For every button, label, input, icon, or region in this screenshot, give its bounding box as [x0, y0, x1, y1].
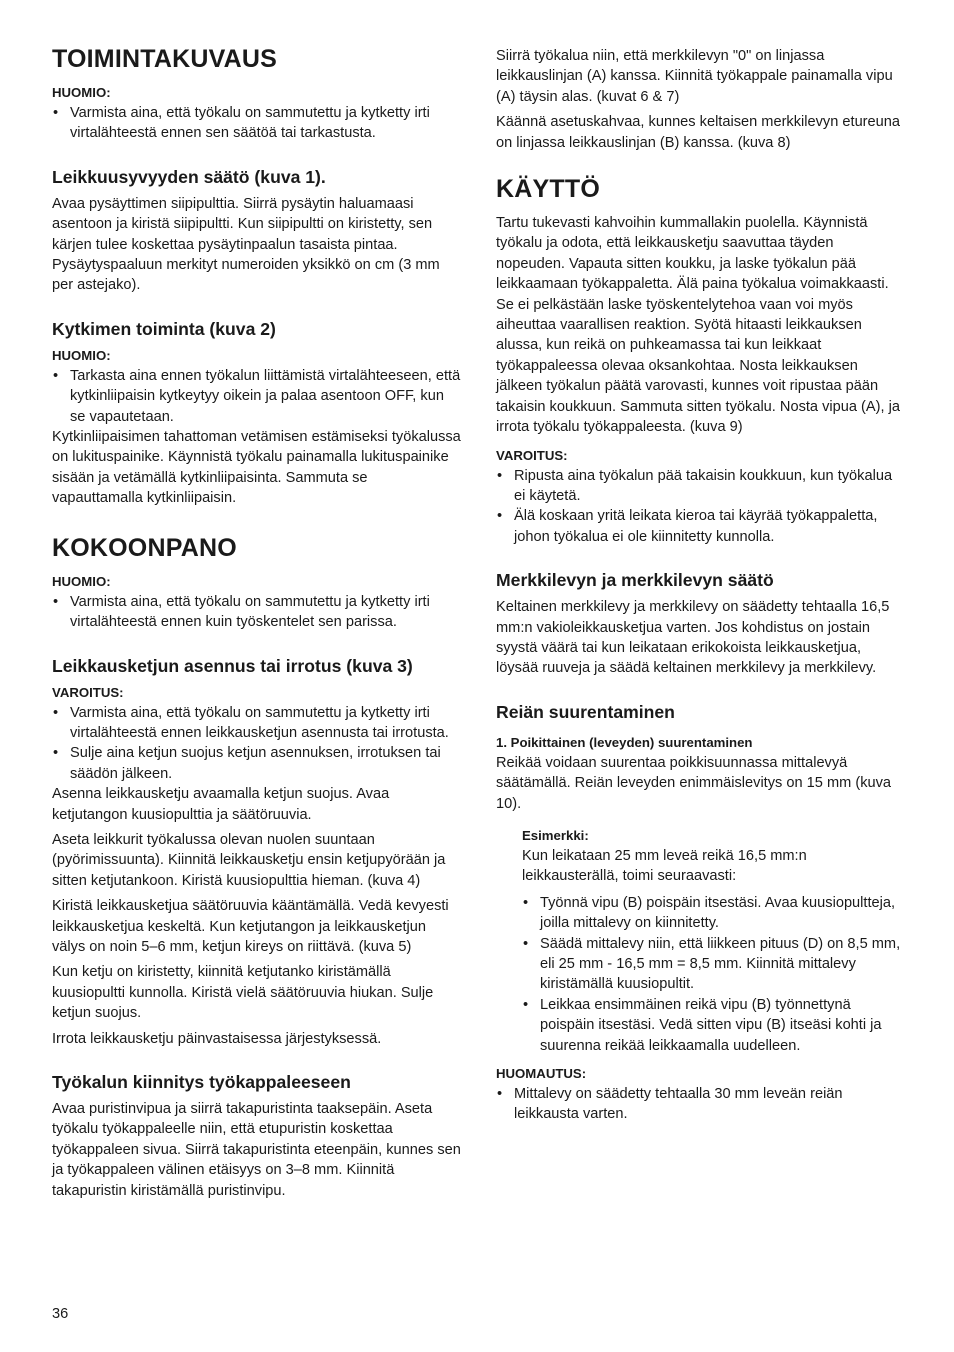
remark-list: [496, 1084, 906, 1125]
note-list: [52, 103, 462, 144]
paragraph: Kun leikataan 25 mm leveä reikä 16,5 mm:n leikkausterällä, toimi seuraavasti:: [522, 847, 807, 885]
list-item: • Säädä mittalevy niin, että liikkeen pituus (D) on 8,5 mm, eli 25 mm - 16,5 mm = 8,5 mm. Kiinnitä mittalevy kiristämällä kuusiopultit.: [522, 934, 906, 995]
heading-kiinnitys: Työkalun kiinnitys työkappaleeseen: [52, 1072, 351, 1092]
note-list: [52, 592, 462, 633]
warning-list: [496, 466, 906, 548]
example-block: [496, 826, 906, 1056]
list-item: • Tarkasta aina ennen työkalun liittämistä virtalähteeseen, että kytkinliipaisin kytkeytyy oikein ja palaa asentoon OFF, kun se vapautetaan.: [52, 366, 462, 427]
list-item: • Varmista aina, että työkalu on sammutettu ja kytketty irti virtalähteestä ennen sen säätöä tai tarkastusta.: [52, 103, 462, 144]
paragraph: Kytkinliipaisimen tahattoman vetämisen estämiseksi työkalussa on lukituspainike. Käynnistä työkalu painamalla lukituspainike sisään ja vetämällä kytkinliipaisinta. Sammuta se vapauttamalla kytkinliipaisin.: [52, 429, 461, 507]
example-label: Esimerkki:: [522, 827, 589, 843]
note-label: HUOMIO:: [52, 573, 111, 589]
warning-list: [52, 703, 462, 785]
list-item: • Työnnä vipu (B) poispäin itsestäsi. Avaa kuusiopultteja, joilla mittalevy on kiinnitetty.: [522, 893, 906, 934]
example-list: [522, 893, 906, 1056]
section-title-kaytto: KÄYTTÖ: [496, 175, 600, 204]
paragraph: Irrota leikkausketju päinvastaisessa järjestyksessä.: [52, 1030, 382, 1047]
list-item: • Älä koskaan yritä leikata kieroa tai käyrää työkappaletta, johon työkalua ei ole kiinnitetty kunnolla.: [496, 506, 906, 547]
heading-merkkilevy: Merkkilevyn ja merkkilevyn säätö: [496, 570, 774, 591]
paragraph: Asenna leikkausketju avaamalla ketjun suojus. Avaa ketjutangon kuusiopulttia ja säätöruuvia.: [52, 786, 390, 823]
paragraph: Kun ketju on kiristetty, kiinnitä ketjutanko kiristämällä kuusiopultti kunnolla. Kiristä vielä säätöruuvia hiukan. Sulje ketjun suojus.: [52, 964, 434, 1022]
remark-label: HUOMAUTUS:: [496, 1066, 587, 1082]
note-label: HUOMIO:: [52, 85, 111, 100]
paragraph: Keltainen merkkilevy ja merkkilevy on säädetty tehtaalla 16,5 mm:n vakioleikkausketjua varten. Jos kohdistus on jostain syystä väärä tai kun leikataan erikokoista leikkausketjua, löysää ruuveja ja säädä keltainen merkkilevy ja merkkilevy.: [496, 599, 890, 677]
subheading-poikittainen: 1. Poikittainen (leveyden) suurentaminen: [496, 734, 753, 750]
right-column: [496, 46, 906, 1125]
warning-label: VAROITUS:: [496, 447, 568, 463]
list-item: • Leikkaa ensimmäinen reikä vipu (B) työnnettynä poispäin itsestäsi. Vedä sitten vipu (B) itseäsi kohti ja suurenna reikää leikkaamalla uudelleen.: [522, 995, 906, 1056]
list-item: • Varmista aina, että työkalu on sammutettu ja kytketty irti virtalähteestä ennen kuin työskentelet sen parissa.: [52, 592, 462, 633]
paragraph: Reikää voidaan suurentaa poikkisuunnassa mittalevyä säätämällä. Reiän leveyden enimmäislevitys on 15 mm (kuva 10).: [496, 754, 892, 812]
section-title-kokoonpano: KOKOONPANO: [52, 533, 237, 562]
list-item: • Ripusta aina työkalun pää takaisin koukkuun, kun työkalua ei käytetä.: [496, 466, 906, 507]
warning-label: VAROITUS:: [52, 684, 124, 700]
paragraph: Käännä asetuskahvaa, kunnes keltaisen merkkilevyn etureuna on linjassa leikkauslinjan (B) kanssa. (kuva 8): [496, 114, 901, 151]
paragraph: Siirrä työkalua niin, että merkkilevyn "0" on linjassa leikkauslinjan (A) kanssa. Kiinnitä työkappale painamalla vipu (A) täysin alas. (kuvat 6 & 7): [496, 48, 893, 105]
heading-kytkin: Kytkimen toiminta (kuva 2): [52, 318, 276, 339]
paragraph: Tartu tukevasti kahvoihin kummallakin puolella. Käynnistä työkalu ja odota, että leikkausketju saavuttaa täyden nopeuden. Vapauta sitten koukku, ja laske työkalun pää leikkaamaan työkappaletta. Älä paina työkalua voimakkaasti. Se ei pelkästään laske työskentelytehoa vaan voi myös aiheuttaa vaarallisen reaktion. Syötä hitaasti leikkauksen alussa, kun reikä on puhkeamassa tai kun leikkaat työkappaleessa olevaa oksankohtaa. Nosta leikkauksen jälkeen työkalun päätä varovasti, kunnes voit ripustaa pään takaisin koukkuun. Sammuta sitten työkalu. Nosta vipua (A), ja irrota työkalu työkappaleesta. (kuva 9): [496, 215, 900, 436]
heading-ketju: Leikkausketjun asennus tai irrotus (kuva 3): [52, 655, 413, 676]
note-label: HUOMIO:: [52, 347, 111, 363]
left-column: [52, 44, 462, 1201]
paragraph: Kiristä leikkausketjua säätöruuvia kääntämällä. Vedä kevyesti leikkausketjua keskeltä. Kun ketjutangon ja leikkausketjun välys on noin 5–6 mm, ketjun kireys on riittävä. (kuva 5): [52, 898, 449, 955]
heading-leikkuusyvyys: Leikkuusyvyyden säätö (kuva 1).: [52, 166, 326, 187]
paragraph: Aseta leikkurit työkalussa olevan nuolen suuntaan (pyörimissuunta). Kiinnitä leikkausketju ensin ketjupyörään ja sitten ketjutankoon. Kiristä kuusiopulttia hieman. (kuva 4): [52, 831, 446, 889]
list-item: • Varmista aina, että työkalu on sammutettu ja kytketty irti virtalähteestä ennen leikkausketjun asennusta tai irrotusta.: [52, 703, 462, 744]
heading-reika: Reiän suurentaminen: [496, 701, 675, 722]
page-number: 36: [52, 1306, 69, 1322]
note-list: [52, 366, 462, 427]
section-title-toimintakuvaus: TOIMINTAKUVAUS: [52, 45, 278, 73]
paragraph: Avaa puristinvipua ja siirrä takapuristinta taaksepäin. Aseta työkalu työkappaleelle niin, että etupuristin koskettaa työkappaleen sivua. Siirrä takapuristinta eteenpäin, kunnes sen ja työkappaleen välinen etäisyys on 3–8 mm. Kiinnitä takapuristin kiristämällä puristinvipu.: [52, 1101, 461, 1199]
list-item: • Mittalevy on säädetty tehtaalla 30 mm leveän reiän leikkausta varten.: [496, 1084, 906, 1125]
paragraph: Avaa pysäyttimen siipipulttia. Siirrä pysäytin haluamaasi asentoon ja kiristä siipipultti. Kun siipipultti on kiristetty, sen kärjen tulee koskettaa pysäytinpaalun tasaista pintaa. Pysäytyspaaluun merkityt numeroiden yksikkö on cm (3 mm per astejako).: [52, 195, 440, 294]
list-item: • Sulje aina ketjun suojus ketjun asennuksen, irrotuksen tai säädön jälkeen.: [52, 743, 462, 784]
